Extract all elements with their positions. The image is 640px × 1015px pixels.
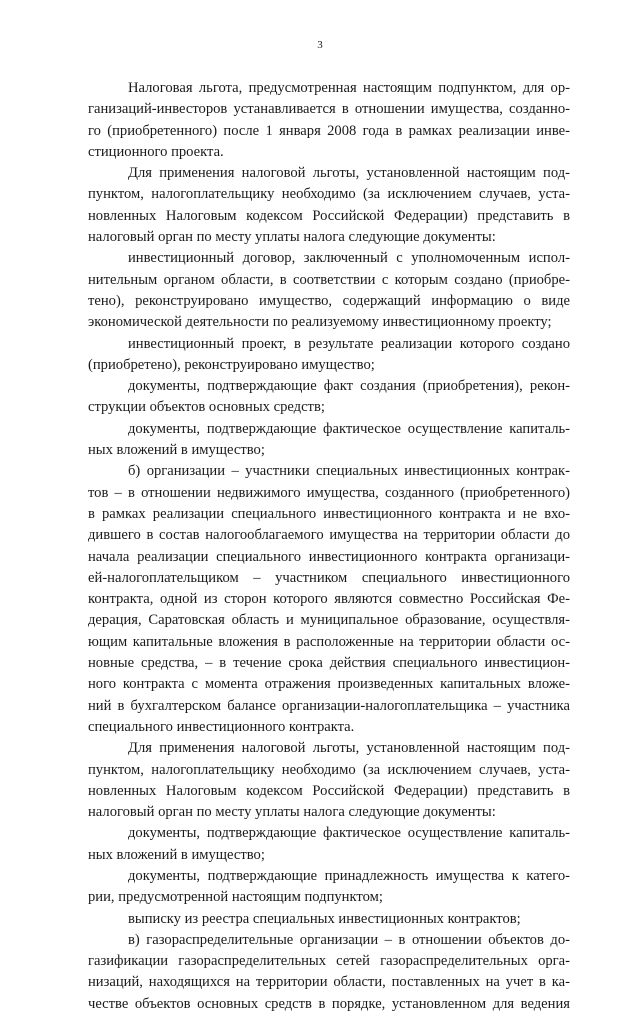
paragraph <box>88 419 570 462</box>
text-line: документы, подтверждающие фактическое осуществление капиталь- <box>128 420 570 437</box>
text-line: Налоговая льгота, предусмотренная настоящим подпунктом, для ор- <box>128 80 570 96</box>
text-line: налоговый орган по месту уплаты налога следующие документы: <box>88 804 496 821</box>
text-line: дерация, Саратовская область и муниципальное образование, осуществля- <box>88 612 570 629</box>
text-line: начала реализации специального инвестиционного контракта организаци- <box>88 548 570 565</box>
paragraph <box>88 823 570 866</box>
text-line: ющим капитальные вложения в расположенные на территории области ос- <box>88 633 570 650</box>
text-line: документы, подтверждающие фактическое осуществление капиталь- <box>128 825 570 842</box>
text-line: Для применения налоговой льготы, установленной настоящим под- <box>128 165 570 182</box>
text-line: пунктом, налогоплательщику необходимо (за исключением случаев, уста- <box>88 761 570 778</box>
paragraph <box>88 78 570 163</box>
text-line: в) газораспределительные организации – в отношении объектов до- <box>128 931 570 948</box>
text-line: стиционного проекта. <box>88 143 224 160</box>
text-line: Для применения налоговой льготы, установленной настоящим под- <box>128 740 570 757</box>
paragraph <box>88 930 570 1015</box>
text-line: б) организации – участники специальных инвестиционных контрак- <box>128 463 570 480</box>
text-line: нительным органом области, в соответствии с которым создано (приобре- <box>88 271 570 288</box>
paragraph <box>88 461 570 738</box>
paragraph <box>88 866 570 909</box>
text-line: экономической деятельности по реализуемому инвестиционному проекту; <box>88 314 552 331</box>
text-line: низаций, находящихся на территории области, поставленных на учет в ка- <box>88 974 570 991</box>
text-line: газификации газораспределительных сетей газораспределительных орга- <box>88 953 570 970</box>
text-line: ей-налогоплательщиком – участником специального инвестиционного <box>88 569 570 586</box>
text-line: налоговый орган по месту уплаты налога следующие документы: <box>88 229 496 246</box>
paragraph <box>88 738 570 823</box>
text-line: тов – в отношении недвижимого имущества, созданного (приобретенного) <box>88 484 570 501</box>
page-number: 3 <box>317 39 323 51</box>
text-line: пунктом, налогоплательщику необходимо (за исключением случаев, уста- <box>88 186 570 203</box>
text-line: новленных Налоговым кодексом Российской Федерации) представить в <box>88 782 570 799</box>
text-line: дившего в состав налогооблагаемого имущества на территории области до <box>88 527 570 544</box>
paragraph <box>88 376 570 419</box>
text-line: инвестиционный договор, заключенный с уполномоченным испол- <box>128 250 570 267</box>
text-line: (приобретено), реконструировано имущество; <box>88 356 375 373</box>
text-line: струкции объектов основных средств; <box>88 399 325 416</box>
paragraph <box>88 248 570 333</box>
text-line: документы, подтверждающие факт создания (приобретения), рекон- <box>128 378 570 395</box>
paragraph <box>88 334 570 377</box>
text-line: го (приобретенного) после 1 января 2008 года в рамках реализации инве- <box>88 122 570 139</box>
text-line: инвестиционный проект, в результате реализации которого создано <box>128 335 570 352</box>
paragraph <box>88 909 570 930</box>
text-line: выписку из реестра специальных инвестиционных контрактов; <box>128 910 521 927</box>
text-line: тено), реконструировано имущество, содержащий информацию о виде <box>88 292 570 309</box>
paragraph <box>88 163 570 248</box>
text-line: ных вложений в имущество; <box>88 846 265 863</box>
text-line: ных вложений в имущество; <box>88 442 265 459</box>
text-line: ного контракта с момента отражения произведенных капитальных вложе- <box>88 676 570 693</box>
text-line: рии, предусмотренной настоящим подпунктом; <box>88 889 383 906</box>
text-line: в рамках реализации специального инвестиционного контракта и не вхо- <box>88 505 570 522</box>
text-line: ний в бухгалтерском балансе организации-налогоплательщика – участника <box>88 697 570 714</box>
text-line: новные средства, – в течение срока действия специального инвестицион- <box>88 655 570 672</box>
text-line: честве объектов основных средств в порядке, установленном для ведения <box>88 995 570 1012</box>
text-line: специального инвестиционного контракта. <box>88 718 355 735</box>
text-line: ганизаций-инвесторов устанавливается в отношении имущества, созданно- <box>88 101 570 118</box>
text-line: новленных Налоговым кодексом Российской Федерации) представить в <box>88 207 570 224</box>
document-body <box>88 78 570 1015</box>
text-line: контракта, одной из сторон которого являются совместно Российская Фе- <box>88 591 570 608</box>
text-line: документы, подтверждающие принадлежность имущества к катего- <box>128 867 570 884</box>
